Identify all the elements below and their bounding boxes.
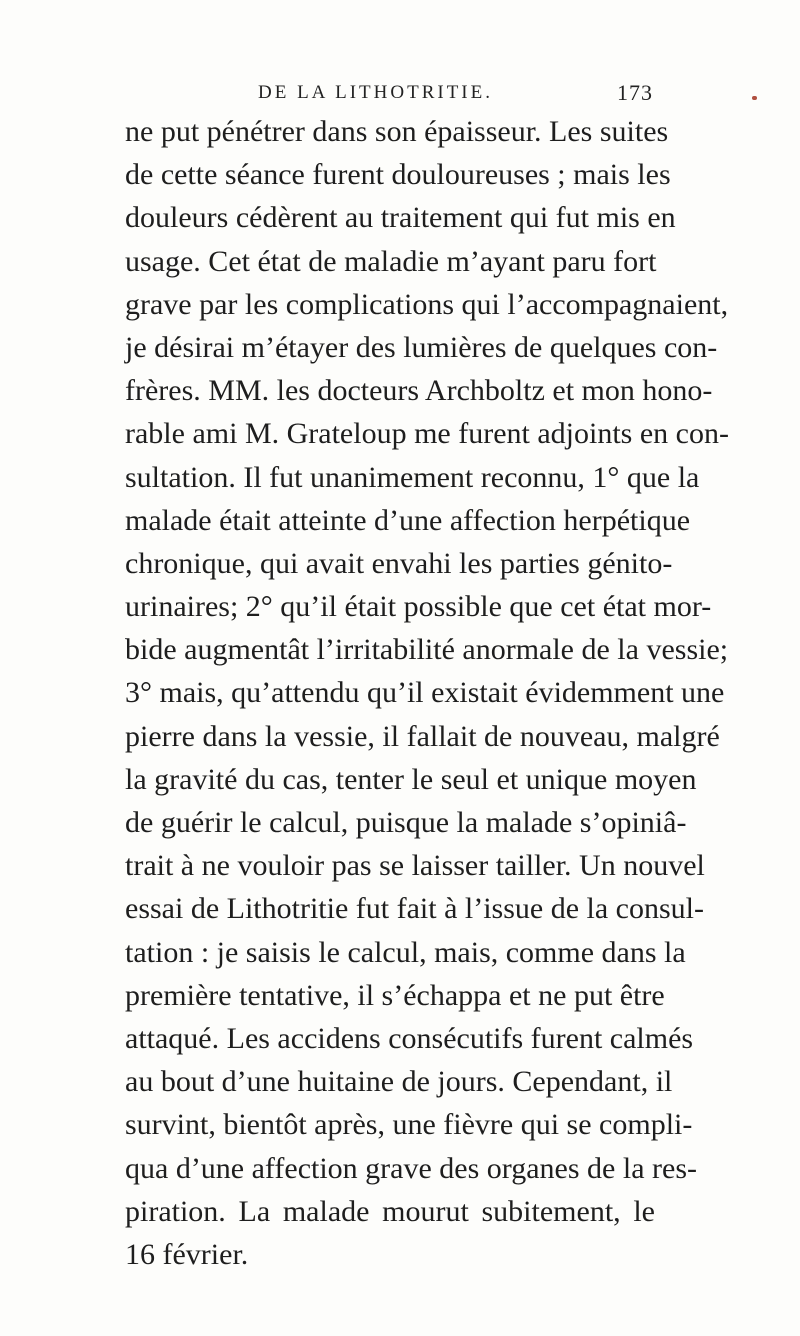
text-line: malade était atteinte d’une affection herpétique [125, 503, 691, 537]
page-number: 173 [617, 80, 653, 105]
text-line: de guérir le calcul, puisque la malade s’opiniâ- [125, 806, 687, 839]
text-line: chronique, qui avait envahi les parties génito- [125, 546, 673, 580]
text-line: trait à ne vouloir pas se laisser tailler. Un nouvel [125, 849, 705, 883]
text-line: tation : je saisis le calcul, mais, comme dans la [125, 935, 686, 969]
text-line: usage. Cet état de maladie m’ayant paru fort [125, 244, 657, 278]
text-line: je désirai m’étayer des lumières de quelques con- [125, 330, 718, 364]
text-line: pierre dans la vessie, il fallait de nouveau, malgré [125, 719, 720, 753]
text-line: 16 février. [125, 1237, 249, 1271]
text-line: piration. La malade mourut subitement, le [125, 1194, 655, 1228]
running-head [0, 82, 800, 112]
running-title: DE LA LITHOTRITIE. [258, 82, 493, 103]
text-line: de cette séance furent douloureuses ; mais les [125, 158, 671, 192]
text-line: bide augmentât l’irritabilité anormale de la vessie; [125, 633, 729, 667]
text-line: essai de Lithotritie fut fait à l’issue de la consul- [125, 892, 704, 926]
text-line: douleurs cédèrent au traitement qui fut mis en [125, 201, 676, 235]
text-line: survint, bientôt après, une fièvre qui se compli- [125, 1108, 693, 1142]
text-line: grave par les complications qui l’accompagnaient, [125, 287, 729, 321]
text-line: au bout d’une huitaine de jours. Cependant, il [125, 1065, 673, 1099]
text-line: la gravité du cas, tenter le seul et unique moyen [125, 762, 697, 796]
text-line: première tentative, il s’échappa et ne put être [125, 978, 665, 1012]
text-line: ne put pénétrer dans son épaisseur. Les suites [125, 115, 669, 148]
text-line: 3° mais, qu’attendu qu’il existait évidemment une [125, 676, 725, 710]
text-line: sultation. Il fut unanimement reconnu, 1° que la [125, 460, 700, 494]
text-line: qua d’une affection grave des organes de la res- [125, 1151, 697, 1185]
text-line: frères. MM. les docteurs Archboltz et mon hono- [125, 374, 713, 408]
text-line: attaqué. Les accidens consécutifs furent calmés [125, 1021, 694, 1055]
body-text [125, 110, 729, 1276]
text-line: rable ami M. Grateloup me furent adjoints en con- [125, 417, 729, 451]
text-line: urinaires; 2° qu’il était possible que cet état mor- [125, 590, 712, 624]
